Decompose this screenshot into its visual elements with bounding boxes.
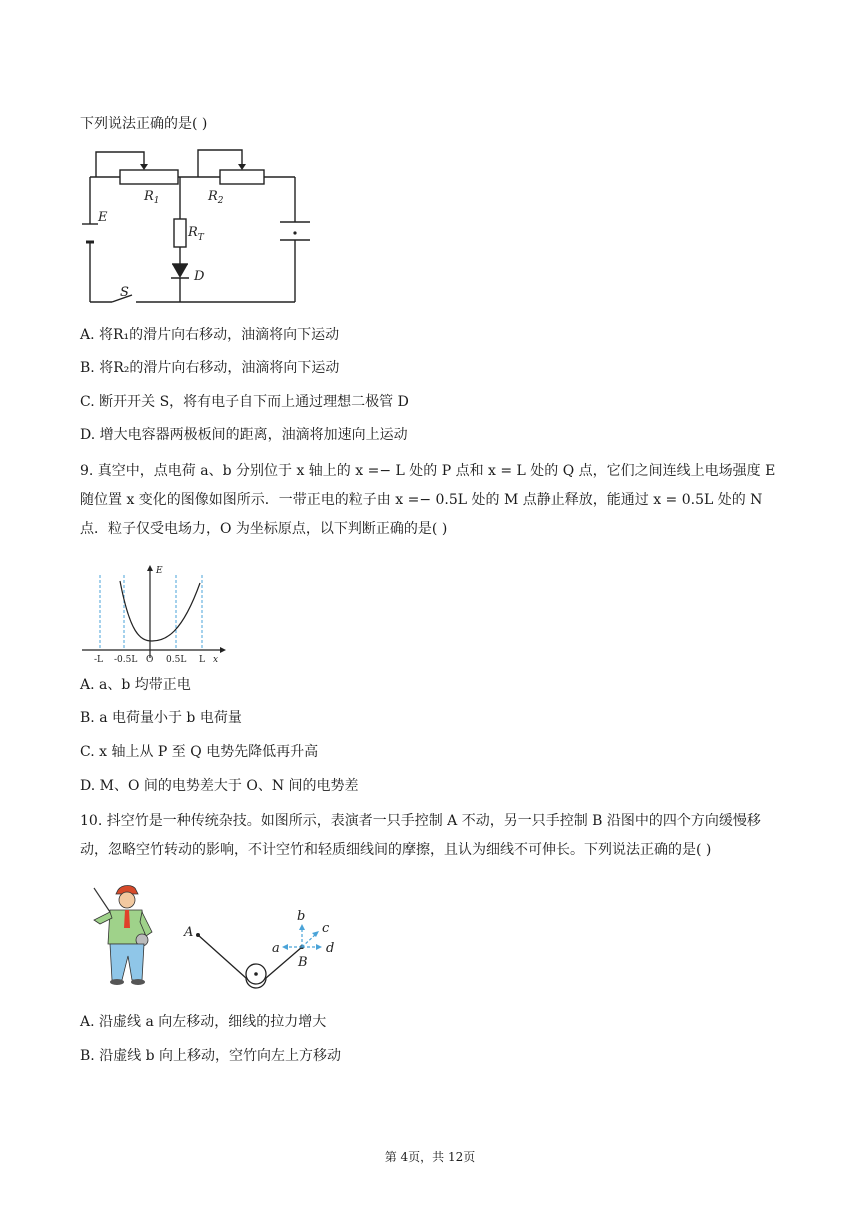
svg-text:B: B [298,955,308,970]
q9-option-c: C. x 轴上从 P 至 Q 电势先降低再升高 [80,744,319,760]
svg-text:-L: -L [94,655,104,665]
q10-stem: 10. 抖空竹是一种传统杂技。如图所示，表演者一只手控制 A 不动，另一只手控制 B 沿图中的四个方向缓慢移动，忽略空竹转动的影响，不计空竹和轻质细线间的摩擦，且认为细线不可伸长。下列说法正确的是( ) [80,813,761,858]
svg-text:0.5L: 0.5L [166,655,187,665]
arrow-b [299,924,305,930]
svg-text:A: A [184,925,194,940]
svg-text:c: c [322,921,330,936]
svg-text:RT: $R_T$ [188,225,204,243]
svg-text:E: E [98,210,108,225]
resistor-r1 [120,170,178,184]
svg-text:L: L [199,655,205,665]
svg-text:D: D [194,269,205,284]
page-footer: 第 4页，共 12页 [384,1150,476,1164]
svg-text:R2: $R_2$ [208,189,224,206]
point-a-dot [196,933,200,937]
svg-text:b: b [297,909,306,924]
arrow-a [282,944,288,950]
diabolo-diagram [176,906,346,996]
q9-stem: 9. 真空中，点电荷 a、b 分别位于 x 轴上的 x =− L 处的 P 点和 x = L 处的 Q 点，它们之间连线上电场强度 E 随位置 x 变化的图像如图所示．一带正电的粒子由 x =− 0.5L 处的 M 点静止释放，能通过 x = 0.5L 处的 N 点．粒子仅受电场力，O 为坐标原点，以下判断正确的是( ) [80,463,776,537]
svg-text:O: O [146,655,154,665]
diode-d [172,264,188,278]
performer-illustration [80,882,162,988]
svg-text:S: S [120,285,129,300]
arrow-d [316,944,322,950]
circuit-diagram [80,144,320,306]
oil-drop [293,231,296,234]
field-graph [80,563,230,668]
svg-text:d: d [326,941,335,956]
svg-text:a: a [272,941,280,956]
q10-option-b: B. 沿虚线 b 向上移动，空竹向左上方移动 [80,1048,342,1064]
q8-option-b: B. 将R₂的滑片向右移动，油滴将向下运动 [80,360,340,376]
thermistor-rt [174,219,186,247]
q8-option-d: D. 增大电容器两极板间的距离，油滴将加速向上运动 [80,427,408,443]
q10-option-a: A. 沿虚线 a 向左移动，细线的拉力增大 [80,1014,327,1030]
field-curve [120,581,200,641]
q8-option-a: A. 将R₁的滑片向右移动，油滴将向下运动 [80,327,340,343]
q8-stem: 下列说法正确的是( ) [80,116,208,132]
q8-option-c: C. 断开开关 S，将有电子自下而上通过理想二极管 D [80,394,409,410]
q9-option-a: A. a、b 均带正电 [80,677,191,693]
svg-text:E: E [156,566,163,576]
q9-option-b: B. a 电荷量小于 b 电荷量 [80,710,242,726]
q9-option-d: D. M、O 间的电势差大于 O、N 间的电势差 [80,778,359,794]
svg-text:x: x [213,655,219,665]
svg-text:R1: $R_1$ [144,189,160,206]
svg-text:-0.5L: -0.5L [114,655,138,665]
resistor-r2 [220,170,264,184]
